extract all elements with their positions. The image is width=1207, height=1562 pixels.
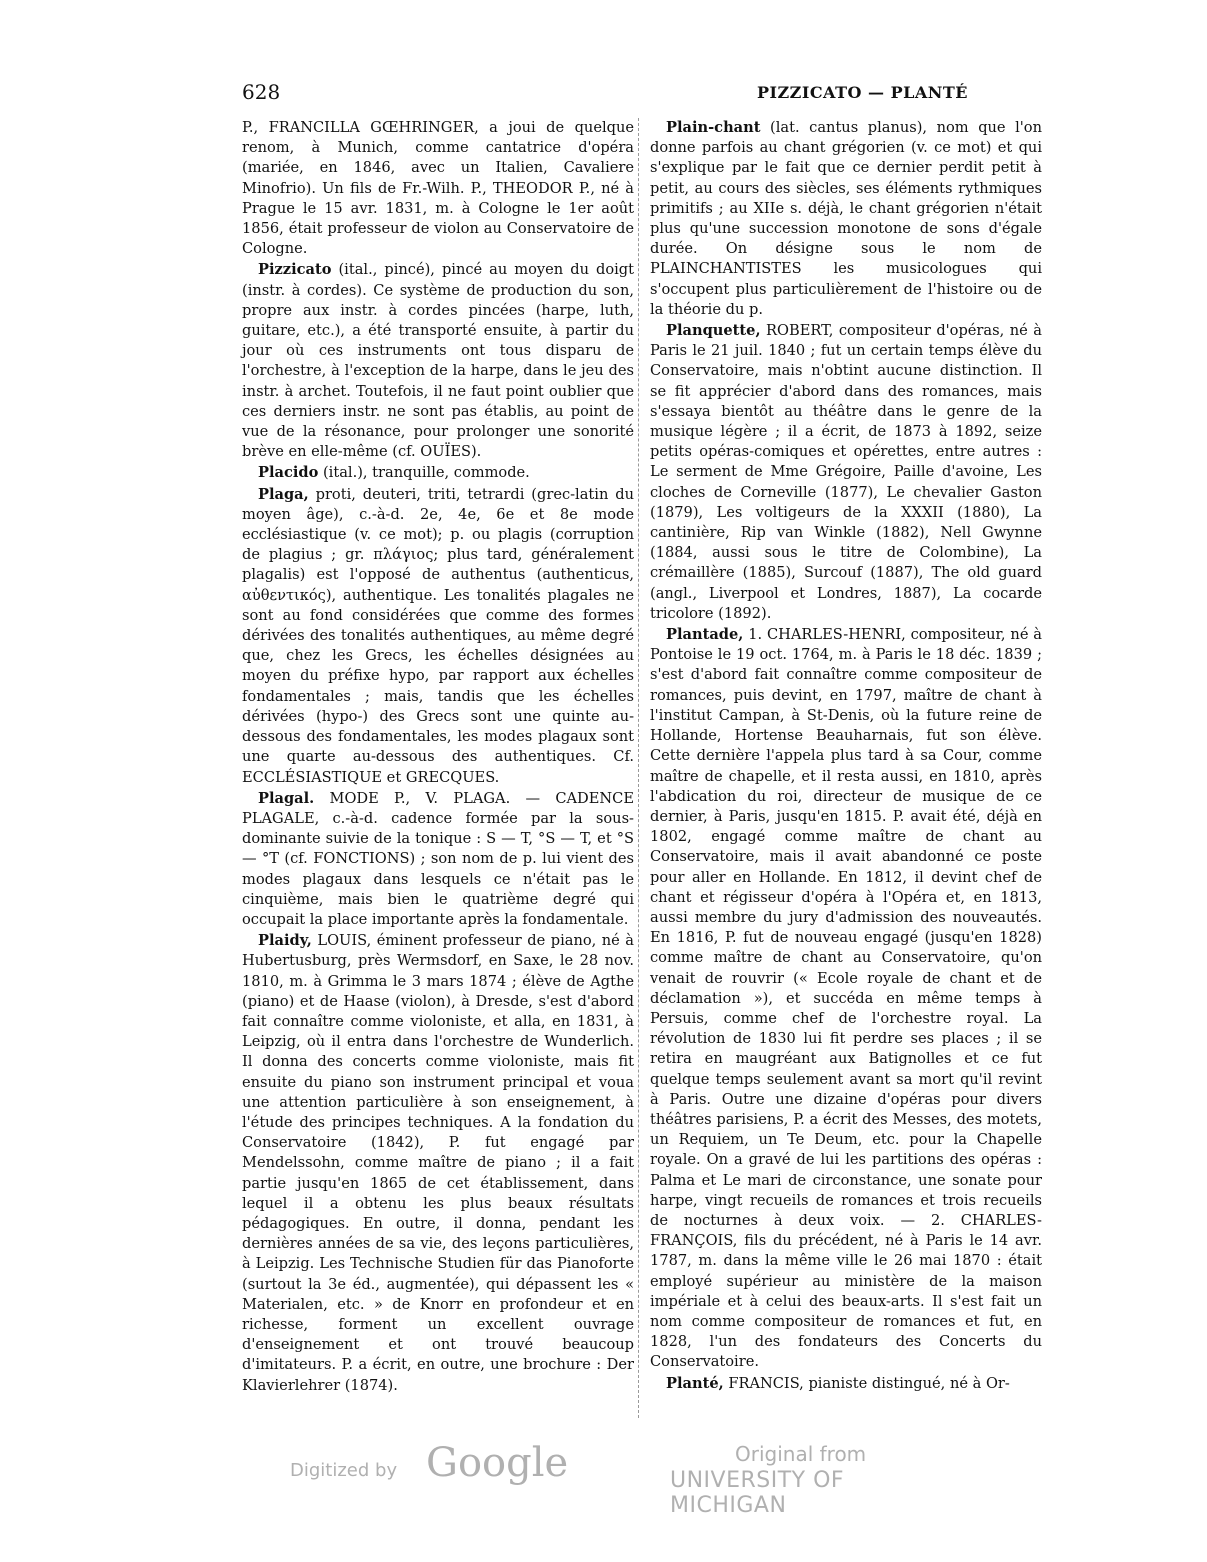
headword: Placido — [258, 464, 319, 482]
headword: Plaga, — [258, 485, 309, 503]
entry-text: (ital., pincé), pincé au moyen du doigt (instr. à cordes). Ce système de production du son, propre aux instr. à cordes pincées (harpe, luth, guitare, etc.), a été transporté ensuite, à partir du jour où ces instruments ont tous disparu de l'orchestre, à l'exception de la harpe, dans le jeu des instr. à archet. Toutefois, il ne faut point oublier que ces derniers instr. ne sont pas établis, au point de vue de la résonance, pour prolonger une sonorité brève en elle-même (cf. OUÏES). — [242, 261, 634, 461]
entry-text: ROBERT, compositeur d'opéras, né à Paris le 21 juil. 1840 ; fut un certain temps élève du Conservatoire, mais n'obtint aucune distinction. Il se fit apprécier d'abord dans des romances, mais s'essaya bientôt au théâtre dans le genre de la musique légère ; il a écrit, de 1873 à 1892, seize petits opéras-comiques et opérettes, entre autres : Le serment de Mme Grégoire, Paille d'avoine, Les cloches de Corneville (1877), Le chevalier Gaston (1879), Les voltigeurs de la XXXII (1880), La cantinière, Rip van Winkle (1882), Nell Gwynne (1884, aussi sous le titre de Colombine), La crémaillère (1885), Surcouf (1887), The old guard (angl., Liverpool et Londres, 1887), La cocarde tricolore (1892). — [650, 322, 1042, 622]
entry-plagal — [242, 789, 634, 930]
left-column — [242, 118, 634, 1397]
entry-text: (lat. cantus planus), nom que l'on donne parfois au chant grégorien (v. ce mot) et qui s'explique par le fait que ce dernier perdit petit à petit, au cours des siècles, ses éléments rythmiques primitifs ; au XIIe s. déjà, le chant grégorien n'était plus qu'une succession monotone de sons d'égale durée. On désigne sous le nom de PLAINCHANTISTES les musicologues qui s'occupent plus particulièrement de l'histoire ou de la théorie du p. — [650, 119, 1042, 318]
entry-plaidy — [242, 931, 634, 1396]
entry-text: 1. CHARLES-HENRI, compositeur, né à Pontoise le 19 oct. 1764, m. à Paris le 18 déc. 1839 ; s'est d'abord fait connaître comme compositeur de romances, puis devint, en 1797, maître de chant à l'institut Campan, à St-Denis, où la future reine de Hollande, Hortense Beauharnais, fut son élève. Cette dernière l'appela plus tard à sa Cour, comme maître de chapelle, et il resta aussi, en 1810, après l'abdication du roi, directeur de musique de ce dernier, à Paris, jusqu'en 1815. P. avait été, déjà en 1802, engagé comme maître de chant au Conservatoire, mais il avait abandonné ce poste pour aller en Hollande. En 1812, il devint chef de chant et régisseur d'opéra à l'Opéra et, en 1813, aussi membre du jury d'admission des nouveautés. En 1816, P. fut de nouveau engagé (jusqu'en 1828) comme maître de chant au Conservatoire, qu'on venait de rouvrir (« Ecole royale de chant et de déclamation »), et succéda en même temps à Persuis, comme chef de l'orchestre royal. La révolution de 1830 lui fit perdre ses places ; il se retira en maugréant aux Batignolles et ce fut quelque temps seulement avant sa mort qu'il revint à Paris. Outre une dizaine d'opéras pour divers théâtres parisiens, P. a écrit des Messes, des motets, un Requiem, un Te Deum, etc. pour la Chapelle royale. On a gravé de lui les partitions des opéras : Palma et Le mari de circonstance, une sonate pour harpe, vingt recueils de romances et trois recueils de nocturnes à deux voix. — 2. CHARLES-FRANÇOIS, fils du précédent, né à Paris le 14 avr. 1787, m. dans la même ville le 26 mai 1870 : était employé supérieur au ministère de la maison impériale et à celui des beaux-arts. Il s'est fait un nom comme compositeur de romances et fut, en 1828, l'un des fondateurs des Concerts du Conservatoire. — [650, 626, 1042, 1371]
entry-text: FRANCIS, pianiste distingué, né à Or- — [723, 1374, 1010, 1392]
entry-pizzicato — [242, 260, 634, 462]
headword: Pizzicato — [258, 261, 332, 279]
entry-text: (ital.), tranquille, commode. — [318, 464, 530, 482]
right-column — [650, 118, 1042, 1395]
entry-plain-chant — [650, 118, 1042, 320]
digitized-by-label: Digitized by — [290, 1460, 398, 1481]
entry-plaga — [242, 485, 634, 788]
page-number: 628 — [242, 80, 281, 104]
headword: Plantade, — [666, 626, 744, 644]
entry-text: MODE P., V. PLAGA. — CADENCE PLAGALE, c.-à-d. cadence formée par la sous-dominante suivie de la tonique : S — T, °S — T, et °S — °T (cf. FONCTIONS) ; son nom de p. lui vient des modes plagaux dans lesquels ce n'était pas le cinquième, mais bien le quatrième degré qui occupait la place importante après la fondamentale. — [242, 789, 634, 928]
entry-continuation — [242, 118, 634, 259]
column-divider — [638, 118, 639, 1418]
headword: Plagal. — [258, 789, 315, 807]
entry-placido — [242, 463, 634, 483]
original-from-label: Original from — [735, 1442, 867, 1466]
running-head: PIZZICATO — PLANTÉ — [756, 83, 968, 102]
entry-text: LOUIS, éminent professeur de piano, né à Hubertusburg, près Wermsdorf, en Saxe, le 28 nov. 1810, m. à Grimma le 3 mars 1874 ; élève de Agthe (piano) et de Haase (violon), à Dresde, s'est d'abord fait connaître comme violoniste, et alla, en 1831, à Leipzig, où il entra dans l'orchestre de Wunderlich. Il donna des concerts comme violoniste, mais fit ensuite du piano son instrument principal et voua une attention particulière à son enseignement, à l'étude des principes techniques. A la fondation du Conservatoire (1842), P. fut engagé par Mendelssohn, comme maître de piano ; il a fait partie jusqu'en 1865 de cet établissement, dans lequel il a obtenu les plus beaux résultats pédagogiques. En outre, il donna, pendant les dernières années de sa vie, des leçons particulières, à Leipzig. Les Technische Studien für das Pianoforte (surtout la 3e éd., augmentée), qui dépassent les « Materialen, etc. » de Knorr en profondeur et en richesse, forment un excellent ouvrage d'enseignement et ont trouvé beaucoup d'imitateurs. P. a écrit, en outre, une brochure : Der Klavierlehrer (1874). — [242, 932, 634, 1394]
page-header — [242, 80, 1042, 110]
entry-text: P., FRANCILLA GŒHRINGER, a joui de quelque renom, à Munich, comme cantatrice d'opéra (mariée, en 1846, avec un Italien, Cavaliere Minofrio). Un fils de Fr.-Wilh. P., THEODOR P., né à Prague le 15 avr. 1831, m. à Cologne le 1er août 1856, était professeur de violon au Conservatoire de Cologne. — [242, 119, 634, 258]
university-label: UNIVERSITY OF MICHIGAN — [670, 1468, 845, 1518]
entry-plante — [650, 1374, 1042, 1394]
headword: Plaidy, — [258, 932, 312, 950]
entry-text: proti, deuteri, triti, tetrardi (grec-latin du moyen âge), c.-à-d. 2e, 4e, 6e et 8e mode ecclésiastique (v. ce mot); p. ou plagis (corruption de plagius ; gr. πλάγιος; plus tard, généralement plagalis) est l'opposé de authentus (authenticus, αὐθεντικός), authentique. Les tonalités plagales ne sont au fond considérées que comme des formes dérivées des tonalités authentiques, au même degré que, chez les Grecs, les échelles désignées au moyen du préfixe hypo, par rapport aux échelles fondamentales ; mais, tandis que les échelles dérivées (hypo-) des Grecs sont une quinte au-dessous des fondamentales, les modes plagaux sont une quarte au-dessous des authentiques. Cf. ECCLÉSIASTIQUE et GRECQUES. — [242, 485, 634, 786]
headword: Planté, — [666, 1374, 724, 1392]
headword: Plain-chant — [666, 119, 761, 136]
entry-planquette — [650, 321, 1042, 624]
google-logo: Google — [426, 1440, 569, 1486]
digitization-watermark — [280, 1440, 960, 1518]
headword: Planquette, — [666, 322, 761, 340]
entry-plantade — [650, 625, 1042, 1373]
